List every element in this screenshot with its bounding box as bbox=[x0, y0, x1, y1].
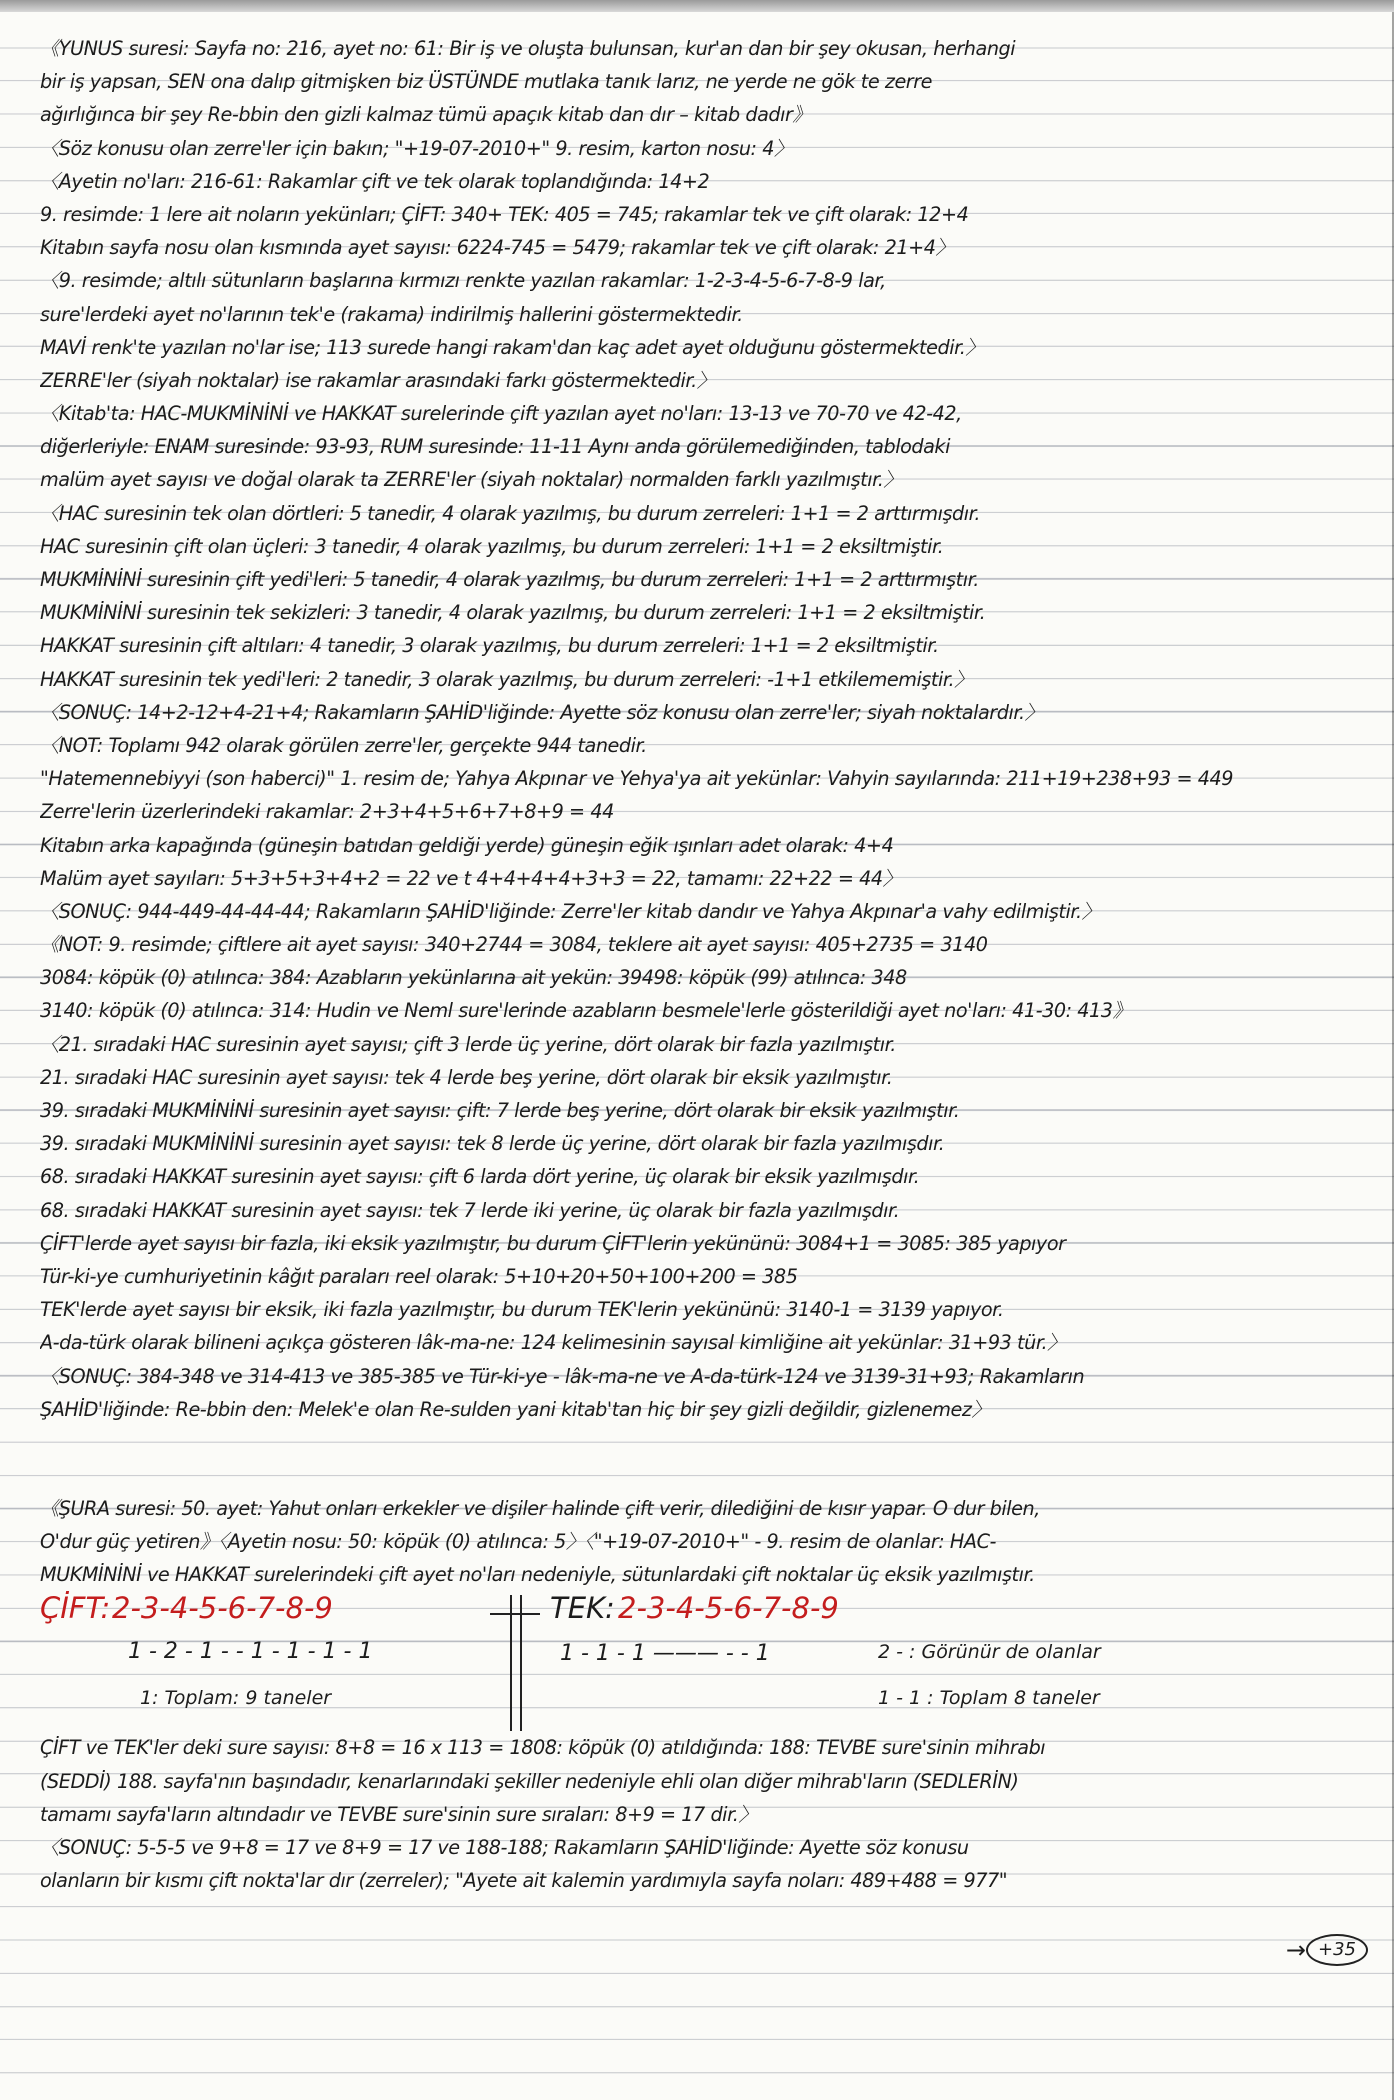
text-line: HAC suresinin çift olan üçleri: 3 tanedir, 4 olarak yazılmış, bu durum zerreleri: 1+1 = 2 eksiltmiştir. bbox=[40, 534, 944, 558]
tek-dots: 1 - 1 - 1 ——— - - 1 bbox=[560, 1641, 770, 1667]
text-line: HAKKAT suresinin tek yedi'leri: 2 tanedir, 3 olarak yazılmış, bu durum zerreleri: -1+1 etkilememiştir.〉 bbox=[40, 667, 973, 691]
text-line: 21. sıradaki HAC suresinin ayet sayısı: tek 4 lerde beş yerine, dört olarak bir eksik yazılmıştır. bbox=[40, 1065, 893, 1089]
text-line: 3084: köpük (0) atılınca: 384: Azabların yekünlarına ait yekün: 39498: köpük (99) atılınca: 348 bbox=[40, 966, 907, 990]
text-line: Malüm ayet sayıları: 5+3+5+3+4+2 = 22 ve t 4+4+4+4+3+3 = 22, tamamı: 22+22 = 44〉 bbox=[40, 866, 902, 890]
tek-note-visible: 2 - : Görünür de olanlar bbox=[878, 1641, 1101, 1664]
text-line: ZERRE'ler (siyah noktalar) ise rakamlar arasındaki farkı göstermektedir.〉 bbox=[40, 368, 716, 392]
text-line: 〈SONUÇ: 14+2-12+4-21+4; Rakamların ŞAHİD'liğinde: Ayette söz konusu olan zerre'ler; siyah noktalardır.〉 bbox=[40, 700, 1044, 724]
text-line: 〈21. sıradaki HAC suresinin ayet sayısı; çift 3 lerde üç yerine, dört olarak bir fazla yazılmıştır. bbox=[40, 1032, 896, 1056]
text-line: 〈HAC suresinin tek olan dörtleri: 5 tanedir, 4 olarak yazılmış, bu durum zerreleri: 1+1 = 2 arttırmışdır. bbox=[40, 501, 980, 525]
text-line: 〈9. resimde; altılı sütunların başlarına kırmızı renkte yazılan rakamlar: 1-2-3-4-5-6-7-8-9 lar, bbox=[40, 269, 886, 293]
text-line: 〈SONUÇ: 5-5-5 ve 9+8 = 17 ve 8+9 = 17 ve 188-188; Rakamların ŞAHİD'liğinde: Ayette söz konusu bbox=[40, 1836, 969, 1859]
text-line: HAKKAT suresinin çift altıları: 4 tanedir, 3 olarak yazılmış, bu durum zerreleri: 1+1 = 2 eksiltmiştir. bbox=[40, 634, 939, 658]
text-line: olanların bir kısmı çift nokta'lar dır (zerreler); "Ayete ait kalemin yardımıyla sayfa noları: 489+488 = 977" bbox=[40, 1869, 1008, 1893]
text-line: "Hatemennebiyyi (son haberci)" 1. resim de; Yahya Akpınar ve Yehya'ya ait yekünlar: Vahyin sayılarında: 211+19+238+93 = 449 bbox=[40, 767, 1233, 791]
text-line: malüm ayet sayısı ve doğal olarak ta ZERRE'ler (siyah noktalar) normalden farklı yazılmıştır.〉 bbox=[40, 468, 903, 492]
tek-note-total: 1 - 1 : Toplam 8 taneler bbox=[878, 1687, 1100, 1710]
text-line: 68. sıradaki HAKKAT suresinin ayet sayısı: çift 6 larda dört yerine, üç olarak bir eksik yazılmışdır. bbox=[40, 1165, 920, 1189]
page-number: +35 bbox=[1306, 1934, 1368, 1966]
tek-sequence: 2-3-4-5-6-7-8-9 bbox=[618, 1591, 839, 1626]
table-cross-bar bbox=[490, 1613, 540, 1615]
text-line: 《ŞURA suresi: 50. ayet: Yahut onları erkekler ve dişiler halinde çift verir, dilediğini de kısır yapar. O dur bilen, bbox=[40, 1496, 1040, 1520]
text-line: MUKMİNİNİ suresinin tek sekizleri: 3 tanedir, 4 olarak yazılmış, bu durum zerreleri: 1+1 = 2 eksiltmiştir. bbox=[40, 601, 986, 625]
text-line: 68. sıradaki HAKKAT suresinin ayet sayısı: tek 7 lerde iki yerine, üç olarak bir fazla yazılmışdır. bbox=[40, 1198, 900, 1222]
text-line: Zerre'lerin üzerlerindeki rakamlar: 2+3+4+5+6+7+8+9 = 44 bbox=[40, 800, 614, 824]
text-line: sure'lerdeki ayet no'larının tek'e (rakama) indirilmiş hallerini göstermektedir. bbox=[40, 302, 743, 326]
cift-tek-table bbox=[40, 1591, 1354, 1731]
text-line: A-da-türk olarak bilineni açıkça gösteren lâk-ma-ne: 124 kelimesinin sayısal kimliğine ait yekünlar: 31+93 tür.〉 bbox=[40, 1331, 1066, 1355]
tek-label: TEK: bbox=[550, 1591, 615, 1626]
table-divider-right bbox=[520, 1595, 522, 1731]
text-line: 《NOT: 9. resimde; çiftlere ait ayet sayısı: 340+2744 = 3084, teklere ait ayet sayısı: 405+2735 = 3140 bbox=[40, 933, 988, 957]
cift-sequence: 2-3-4-5-6-7-8-9 bbox=[112, 1591, 333, 1626]
text-line: 〈Ayetin no'ları: 216-61: Rakamlar çift ve tek olarak toplandığında: 14+2 bbox=[40, 169, 710, 193]
text-line: 〈SONUÇ: 384-348 ve 314-413 ve 385-385 ve Tür-ki-ye - lâk-ma-ne ve A-da-türk-124 ve 3139-31+93; Rakamların bbox=[40, 1364, 1085, 1388]
text-line: 〈Kitab'ta: HAC-MUKMİNİNİ ve HAKKAT surelerinde çift yazılan ayet no'ları: 13-13 ve 70-70 ve 42-42, bbox=[40, 402, 962, 426]
arrow-icon: → bbox=[1285, 1936, 1306, 1964]
text-line: ÇİFT ve TEK'ler deki sure sayısı: 8+8 = 16 x 113 = 1808: köpük (0) atıldığında: 188: TEVBE sure'sinin mihrabı bbox=[40, 1736, 1046, 1760]
cift-label: ÇİFT: bbox=[40, 1591, 111, 1626]
text-line: ÇİFT'lerde ayet sayısı bir fazla, iki eksik yazılmıştır, bu durum ÇİFT'lerin yekününü: 3084+1 = 3085: 385 yapıyor bbox=[40, 1231, 1066, 1255]
text-line: Kitabın arka kapağında (güneşin batıdan geldiği yerde) güneşin eğik ışınları adet olarak: 4+4 bbox=[40, 833, 894, 857]
text-block-sura bbox=[40, 1492, 1354, 1592]
cift-total: 1: Toplam: 9 taneler bbox=[140, 1687, 332, 1710]
text-line: 39. sıradaki MUKMİNİNİ suresinin ayet sayısı: tek 8 lerde üç yerine, dört olarak bir fazla yazılmışdır. bbox=[40, 1132, 945, 1156]
blank-gap bbox=[40, 1426, 1354, 1492]
text-line: Kitabın sayfa nosu olan kısmında ayet sayısı: 6224-745 = 5479; rakamlar tek ve çift olarak: 21+4〉 bbox=[40, 236, 955, 260]
text-line: (SEDDİ) 188. sayfa'nın başındadır, kenarlarındaki şekiller nedeniyle ehli olan diğer mihrab'ların (SEDLERİN) bbox=[40, 1769, 1019, 1793]
text-line: 〈Söz konusu olan zerre'ler için bakın; "+19-07-2010+" 9. resim, karton nosu: 4〉 bbox=[40, 136, 793, 160]
text-block-yunus bbox=[40, 32, 1354, 1426]
text-block-sonuc bbox=[40, 1731, 1354, 1897]
text-line: tamamı sayfa'ların altındadır ve TEVBE sure'sinin sure sıraları: 8+9 = 17 dir.〉 bbox=[40, 1802, 758, 1826]
text-line: TEK'lerde ayet sayısı bir eksik, iki fazla yazılmıştır, bu durum TEK'lerin yekününü: 3140-1 = 3139 yapıyor. bbox=[40, 1298, 1004, 1322]
text-line: ağırlığınca bir şey Re-bbin den gizli kalmaz tümü apaçık kitab dan dır – kitab dadır》 bbox=[40, 103, 812, 127]
text-line: 《YUNUS suresi: Sayfa no: 216, ayet no: 61: Bir iş ve oluşta bulunsan, kur'an dan bir şey okusan, herhangi bbox=[40, 37, 1016, 60]
text-line: diğerleriyle: ENAM suresinde: 93-93, RUM suresinde: 11-11 Aynı anda görülemediğinden, tablodaki bbox=[40, 435, 950, 459]
cift-dots: 1 - 2 - 1 - - 1 - 1 - 1 - 1 bbox=[128, 1639, 373, 1665]
table-divider-left bbox=[510, 1595, 512, 1731]
text-line: Tür-ki-ye cumhuriyetinin kâğıt paraları reel olarak: 5+10+20+50+100+200 = 385 bbox=[40, 1264, 798, 1288]
text-line: 〈NOT: Toplamı 942 olarak görülen zerre'ler, gerçekte 944 tanedir. bbox=[40, 733, 647, 757]
text-line: MUKMİNİNİ ve HAKKAT surelerindeki çift ayet no'ları nedeniyle, sütunlardaki çift noktalar üç eksik yazılmıştır. bbox=[40, 1563, 1035, 1587]
text-line: MUKMİNİNİ suresinin çift yedi'leri: 5 tanedir, 4 olarak yazılmış, bu durum zerreleri: 1+1 = 2 arttırmıştır. bbox=[40, 568, 979, 591]
text-line: 9. resimde: 1 lere ait noların yekünları; ÇİFT: 340+ TEK: 405 = 745; rakamlar tek ve çift olarak: 12+4 bbox=[40, 202, 969, 226]
text-line: ŞAHİD'liğinde: Re-bbin den: Melek'e olan Re-sulden yani kitab'tan hiç bir şey gizli değildir, gizlenemez〉 bbox=[40, 1397, 991, 1421]
text-line: 39. sıradaki MUKMİNİNİ suresinin ayet sayısı: çift: 7 lerde beş yerine, dört olarak bir eksik yazılmıştır. bbox=[40, 1099, 960, 1122]
text-line: MAVİ renk'te yazılan no'lar ise; 113 surede hangi rakam'dan kaç adet ayet olduğunu göstermektedir.〉 bbox=[40, 335, 985, 359]
text-line: 〈SONUÇ: 944-449-44-44-44; Rakamların ŞAHİD'liğinde: Zerre'ler kitab dandır ve Yahya Akpınar'a vahy edilmiştir.〉 bbox=[40, 899, 1101, 923]
text-line: 3140: köpük (0) atılınca: 314: Hudin ve Neml sure'lerinde azabların besmele'lerle gösterildiği ayet no'ları: 41-30: 413》 bbox=[40, 999, 1132, 1023]
text-line: O'dur güç yetiren》〈Ayetin nosu: 50: köpük (0) atılınca: 5〉〈"+19-07-2010+" - 9. resim de olanlar: HAC- bbox=[40, 1530, 996, 1554]
text-line: bir iş yapsan, SEN ona dalıp gitmişken biz ÜSTÜNDE mutlaka tanık larız, ne yerde ne gök te zerre bbox=[40, 70, 933, 94]
